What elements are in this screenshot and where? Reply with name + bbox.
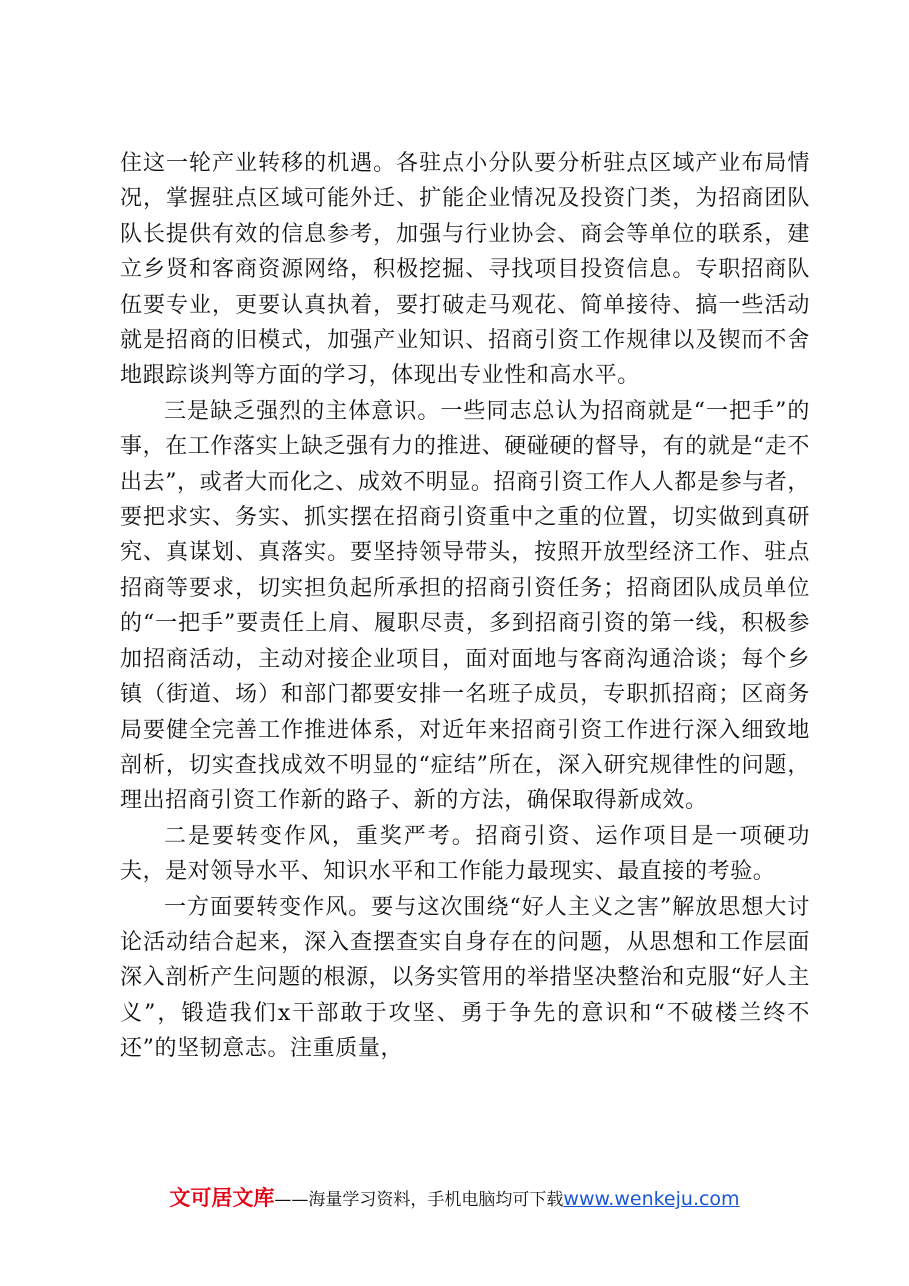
paragraph-3: 二是要转变作风，重奖严考。招商引资、运作项目是一项硬功夫，是对领导水平、知识水平和工作能力最现实、最直接的考验。 [120,823,810,885]
paragraph-4: 一方面要转变作风。要与这次围绕“好人主义之害”解放思想大讨论活动结合起来，深入查摆查实自身存在的问题，从思想和工作层面深入剖析产生问题的根源，以务实管用的举措坚决整治和克服“好人主义”，锻造我们x干部敢于攻坚、勇于争先的意识和“不破楼兰终不还”的坚韧意志。注重质量， [120,894,810,1062]
footer-slogan: ——海量学习资料，手机电脑均可下载 [274,1190,564,1210]
document-body [120,146,810,1067]
paragraph-1: 住这一轮产业转移的机遇。各驻点小分队要分析驻点区域产业布局情况，掌握驻点区域可能外迁、扩能企业情况及投资门类，为招商团队队长提供有效的信息参考，加强与行业协会、商会等单位的联系，建立乡贤和客商资源网络，积极挖掘、寻找项目投资信息。专职招商队伍要专业，更要认真执着，要打破走马观花、简单接待、搞一些活动就是招商的旧模式，加强产业知识、招商引资工作规律以及锲而不舍地跟踪谈判等方面的学习，体现出专业性和高水平。 [120,151,810,389]
footer-brand: 文可居文库 [169,1186,275,1210]
footer-site-link[interactable]: www.wenkeju.com [563,1188,740,1210]
paragraph-2: 三是缺乏强烈的主体意识。一些同志总认为招商就是“一把手”的事，在工作落实上缺乏强有力的推进、硬碰硬的督导，有的就是“走不出去”，或者大而化之、成效不明显。招商引资工作人人都是参与者，要把求实、务实、抓实摆在招商引资重中之重的位置，切实做到真研究、真谋划、真落实。要坚持领导带头，按照开放型经济工作、驻点招商等要求，切实担负起所承担的招商引资任务；招商团队成员单位的“一把手”要责任上肩、履职尽责，多到招商引资的第一线，积极参加招商活动，主动对接企业项目，面对面地与客商沟通洽谈；每个乡镇（街道、场）和部门都要安排一名班子成员，专职抓招商；区商务局要健全完善工作推进体系，对近年来招商引资工作进行深入细致地剖析，切实查找成效不明显的“症结”所在，深入研究规律性的问题，理出招商引资工作新的路子、新的方法，确保取得新成效。 [120,398,810,814]
footer-banner [0,1182,909,1212]
